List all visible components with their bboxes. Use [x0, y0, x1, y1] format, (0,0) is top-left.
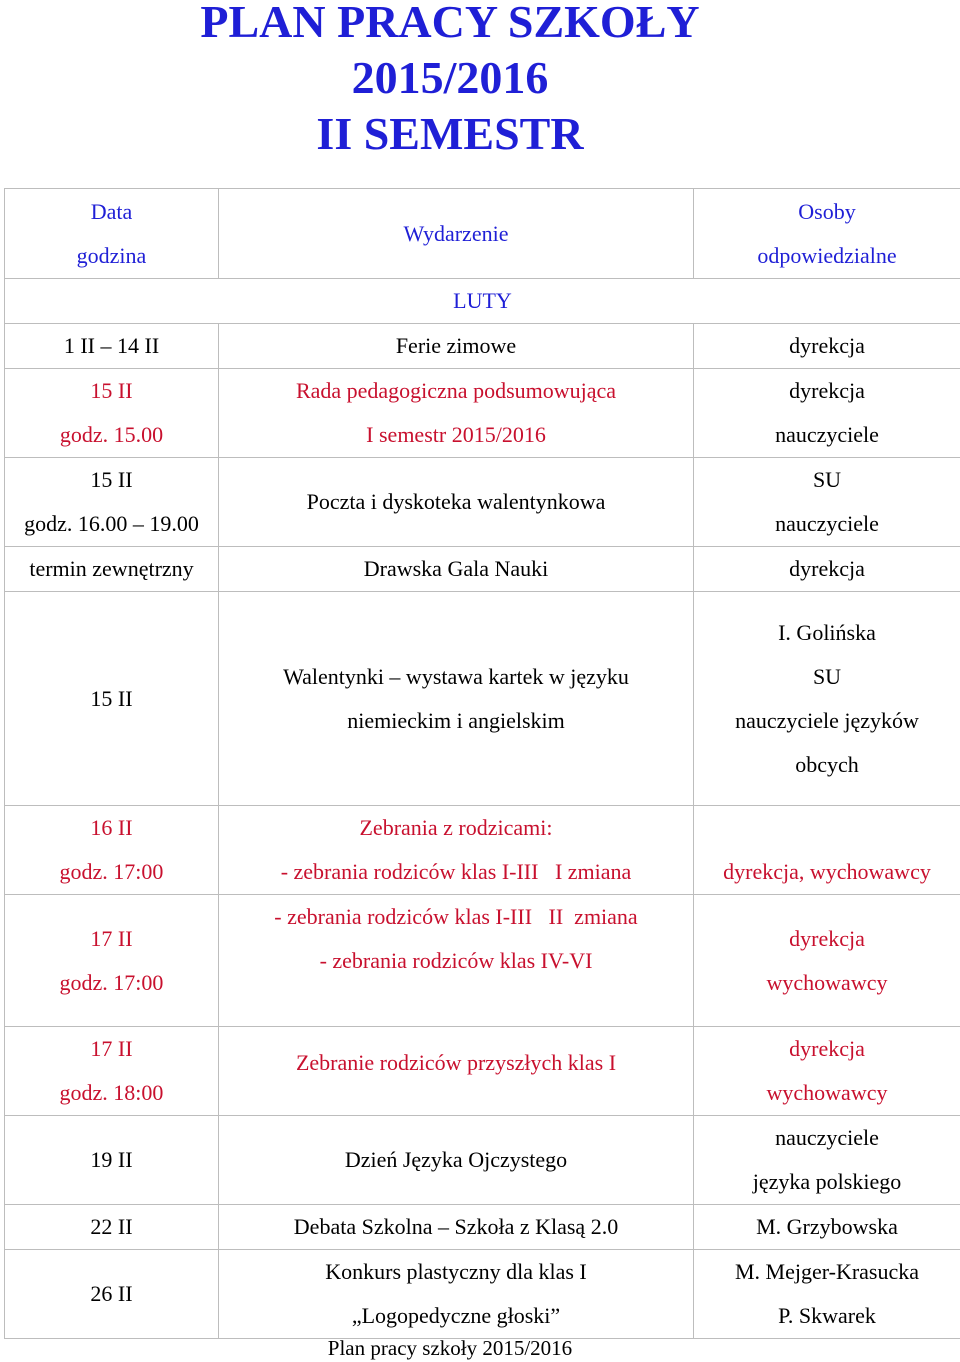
event-cell [219, 369, 694, 458]
month-row [5, 279, 960, 324]
event-text: Zebrania z rodzicami: [359, 815, 553, 840]
date-text: 15 II [90, 378, 133, 403]
responsible-cell [694, 458, 960, 547]
event-text: - zebrania rodziców klas I-III I zmiana [280, 859, 632, 884]
table-row [5, 547, 960, 592]
responsible-cell [694, 369, 960, 458]
event-cell [219, 895, 694, 1027]
event-cell [219, 1027, 694, 1116]
responsible-text: SU [812, 663, 842, 689]
responsible-cell [694, 1250, 960, 1339]
date-cell [5, 458, 219, 547]
event-text: Dzień Języka Ojczystego [344, 1147, 568, 1172]
date-cell [5, 324, 219, 369]
date-text: 17 II [90, 925, 133, 951]
event-text: Debata Szkolna – Szkoła z Klasą 2.0 [293, 1214, 619, 1239]
date-cell [5, 1027, 219, 1116]
header-row [5, 189, 960, 279]
date-text: 17 II [90, 1036, 133, 1061]
responsible-text: języka polskiego [752, 1169, 902, 1194]
event-text: - zebrania rodziców klas I-III II zmiana [274, 904, 638, 929]
event-cell [219, 806, 694, 895]
time-text: godz. 18:00 [59, 1080, 164, 1105]
event-text: Rada pedagogiczna podsumowująca [295, 378, 617, 403]
responsible-text: P. Skwarek [778, 1303, 876, 1328]
header-date: Data [90, 198, 133, 224]
header-responsible-2: odpowiedzialne [757, 242, 897, 268]
responsible-cell [694, 1027, 960, 1116]
table-row [5, 324, 960, 369]
responsible-text: dyrekcja, wychowawcy [723, 859, 931, 884]
responsible-cell [694, 547, 960, 592]
header-responsible-1: Osoby [798, 198, 856, 224]
date-text: 15 II [90, 467, 133, 492]
event-text: Ferie zimowe [395, 333, 517, 358]
event-cell [219, 547, 694, 592]
responsible-text: nauczyciele [775, 1125, 879, 1150]
date-text: 16 II [90, 815, 133, 840]
event-text: Konkurs plastyczny dla klas I [325, 1259, 587, 1284]
responsible-text: wychowawcy [766, 1080, 888, 1105]
header-time: godzina [76, 242, 147, 268]
event-cell [219, 1250, 694, 1339]
event-cell [219, 1116, 694, 1205]
date-text: 22 II [90, 1214, 133, 1239]
responsible-cell [694, 806, 960, 895]
date-text: 1 II – 14 II [63, 333, 160, 358]
time-text: godz. 17:00 [59, 859, 164, 884]
responsible-text: wychowawcy [766, 969, 888, 995]
responsible-text: dyrekcja [789, 925, 865, 951]
responsible-text: obcych [795, 751, 859, 777]
event-text: Zebranie rodziców przyszłych klas I [295, 1050, 617, 1075]
plan-table [4, 188, 960, 1339]
event-text: I semestr 2015/2016 [366, 422, 546, 447]
event-cell [219, 324, 694, 369]
responsible-cell [694, 1205, 960, 1250]
header-date-cell [5, 189, 219, 279]
date-cell [5, 369, 219, 458]
table-row [5, 1027, 960, 1116]
date-cell [5, 1205, 219, 1250]
responsible-text: nauczyciele języków [735, 707, 919, 733]
event-text: „Logopedyczne głoski” [351, 1303, 561, 1328]
responsible-cell [694, 324, 960, 369]
responsible-text: dyrekcja [789, 556, 865, 581]
date-cell [5, 547, 219, 592]
event-cell [219, 592, 694, 806]
date-cell [5, 806, 219, 895]
date-text: termin zewnętrzny [29, 556, 194, 581]
event-text: Poczta i dyskoteka walentynkowa [306, 489, 606, 514]
responsible-text: M. Grzybowska [756, 1214, 898, 1239]
table-row [5, 806, 960, 895]
header-event: Wydarzenie [219, 189, 694, 279]
date-cell [5, 1250, 219, 1339]
title-line-2: 2015/2016 [351, 52, 549, 103]
event-text: Drawska Gala Nauki [363, 556, 549, 581]
date-cell [5, 1116, 219, 1205]
date-text: 15 II [90, 685, 133, 711]
responsible-text: dyrekcja [789, 333, 865, 358]
date-text: 26 II [90, 1281, 133, 1306]
responsible-cell [694, 895, 960, 1027]
table-row [5, 592, 960, 806]
date-text: 19 II [90, 1147, 133, 1172]
table-row [5, 369, 960, 458]
event-text: niemieckim i angielskim [347, 707, 565, 733]
responsible-cell [694, 1116, 960, 1205]
title-line-1: PLAN PRACY SZKOŁY [200, 0, 700, 47]
table-row [5, 1250, 960, 1339]
responsible-text: dyrekcja [789, 1036, 865, 1061]
page-footer: Plan pracy szkoły 2015/2016 [327, 1336, 573, 1360]
responsible-text: dyrekcja [789, 378, 865, 403]
responsible-text: nauczyciele [775, 422, 879, 447]
table-row [5, 1116, 960, 1205]
event-cell [219, 458, 694, 547]
event-text: Walentynki – wystawa kartek w języku [283, 663, 629, 689]
event-cell [219, 1205, 694, 1250]
header-responsible-cell [694, 189, 960, 279]
responsible-text: nauczyciele [775, 511, 879, 536]
table-row [5, 458, 960, 547]
responsible-text: SU [812, 467, 842, 492]
time-text: godz. 15.00 [59, 422, 164, 447]
table-row [5, 1205, 960, 1250]
responsible-text: M. Mejger-Krasucka [734, 1259, 920, 1284]
time-text: godz. 16.00 – 19.00 [24, 511, 199, 536]
time-text: godz. 17:00 [59, 969, 164, 995]
month-label: LUTY [5, 279, 960, 324]
responsible-cell [694, 592, 960, 806]
table-row [5, 895, 960, 1027]
title-line-3: II SEMESTR [316, 108, 584, 159]
event-text: - zebrania rodziców klas IV-VI [319, 948, 593, 973]
date-cell [5, 895, 219, 1027]
responsible-text: I. Golińska [778, 619, 876, 645]
date-cell [5, 592, 219, 806]
